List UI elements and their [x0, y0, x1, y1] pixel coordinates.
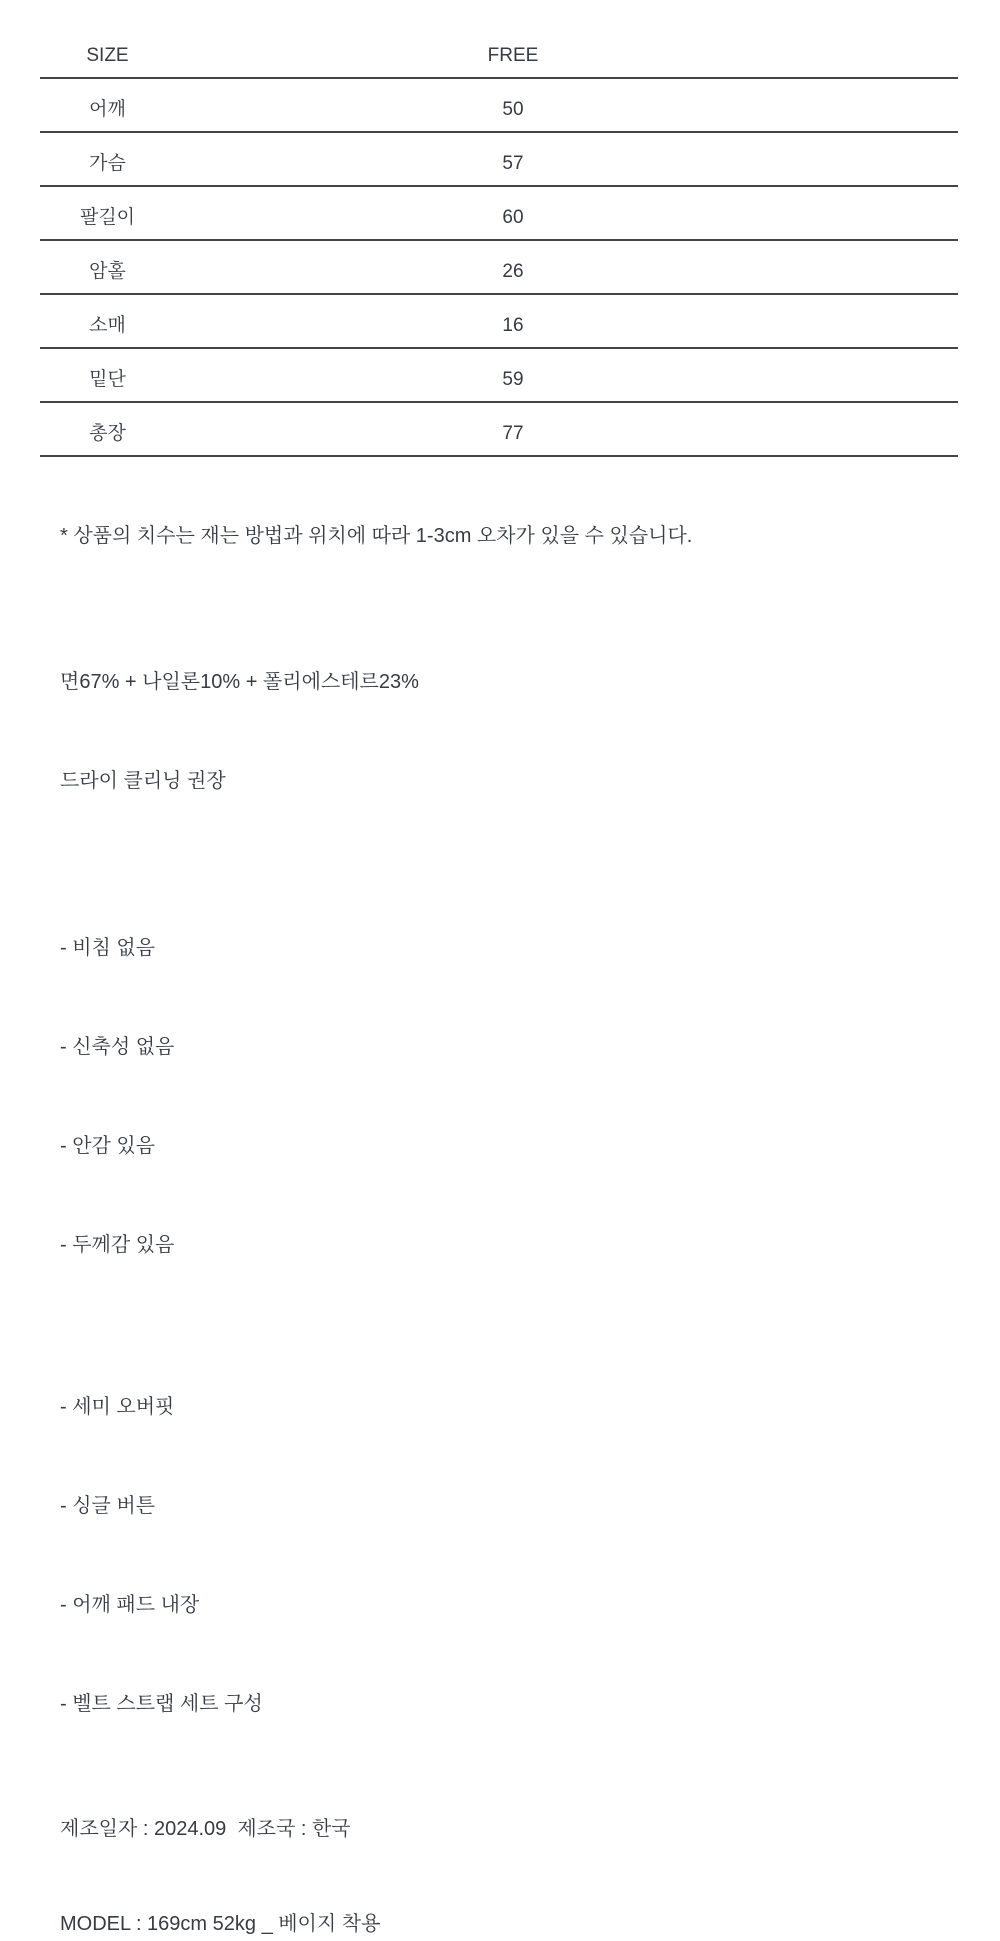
table-row-shoulder	[40, 79, 958, 133]
design-details-list	[60, 1325, 960, 1754]
measurement-label: 밑단	[89, 369, 126, 390]
measurement-label: 소매	[89, 315, 126, 336]
fabric-composition: 면67% + 나일론10% + 폴리에스테르23%	[60, 671, 419, 693]
free-column-header: FREE	[487, 45, 539, 66]
model-info: MODEL : 169cm 52kg _ 베이지 착용	[60, 1913, 381, 1935]
measurement-label: 총장	[89, 423, 126, 444]
property-stretch: - 신축성 없음	[60, 1036, 175, 1058]
table-row-arm-length	[40, 187, 958, 241]
size-column-header: SIZE	[86, 45, 129, 66]
measurement-label: 팔길이	[79, 207, 136, 228]
size-chart-table	[40, 0, 958, 457]
size-tolerance-note: * 상품의 치수는 재는 방법과 위치에 따라 1-3cm 오차가 있을 수 있습니다.	[60, 525, 693, 547]
property-sheerness: - 비침 없음	[60, 937, 156, 959]
measurement-label: 가슴	[89, 153, 126, 174]
measurement-value: 77	[502, 423, 524, 444]
size-chart-header-row	[40, 0, 958, 79]
measurement-value: 16	[502, 315, 524, 336]
fabric-info	[60, 600, 960, 831]
table-row-hem	[40, 349, 958, 403]
manufacture-info: 제조일자 : 2024.09 제조국 : 한국	[60, 1818, 351, 1840]
property-lining: - 안감 있음	[60, 1135, 156, 1157]
measurement-value: 57	[502, 153, 524, 174]
table-row-armhole	[40, 241, 958, 295]
detail-button: - 싱글 버튼	[60, 1495, 156, 1517]
measurement-label: 암홀	[89, 261, 126, 282]
measurement-value: 60	[502, 207, 524, 228]
measurement-value: 50	[502, 99, 524, 120]
measurement-value: 59	[502, 369, 524, 390]
table-row-total-length	[40, 403, 958, 457]
measurement-value: 26	[502, 261, 524, 282]
fabric-properties-list	[60, 866, 960, 1295]
detail-shoulder-pad: - 어깨 패드 내장	[60, 1594, 200, 1616]
care-instruction: 드라이 클리닝 권장	[60, 770, 226, 792]
detail-belt-strap: - 벨트 스트랩 세트 구성	[60, 1693, 263, 1715]
measurement-label: 어깨	[89, 99, 126, 120]
table-row-sleeve	[40, 295, 958, 349]
property-thickness: - 두께감 있음	[60, 1234, 175, 1256]
detail-fit: - 세미 오버핏	[60, 1396, 175, 1418]
table-row-chest	[40, 133, 958, 187]
